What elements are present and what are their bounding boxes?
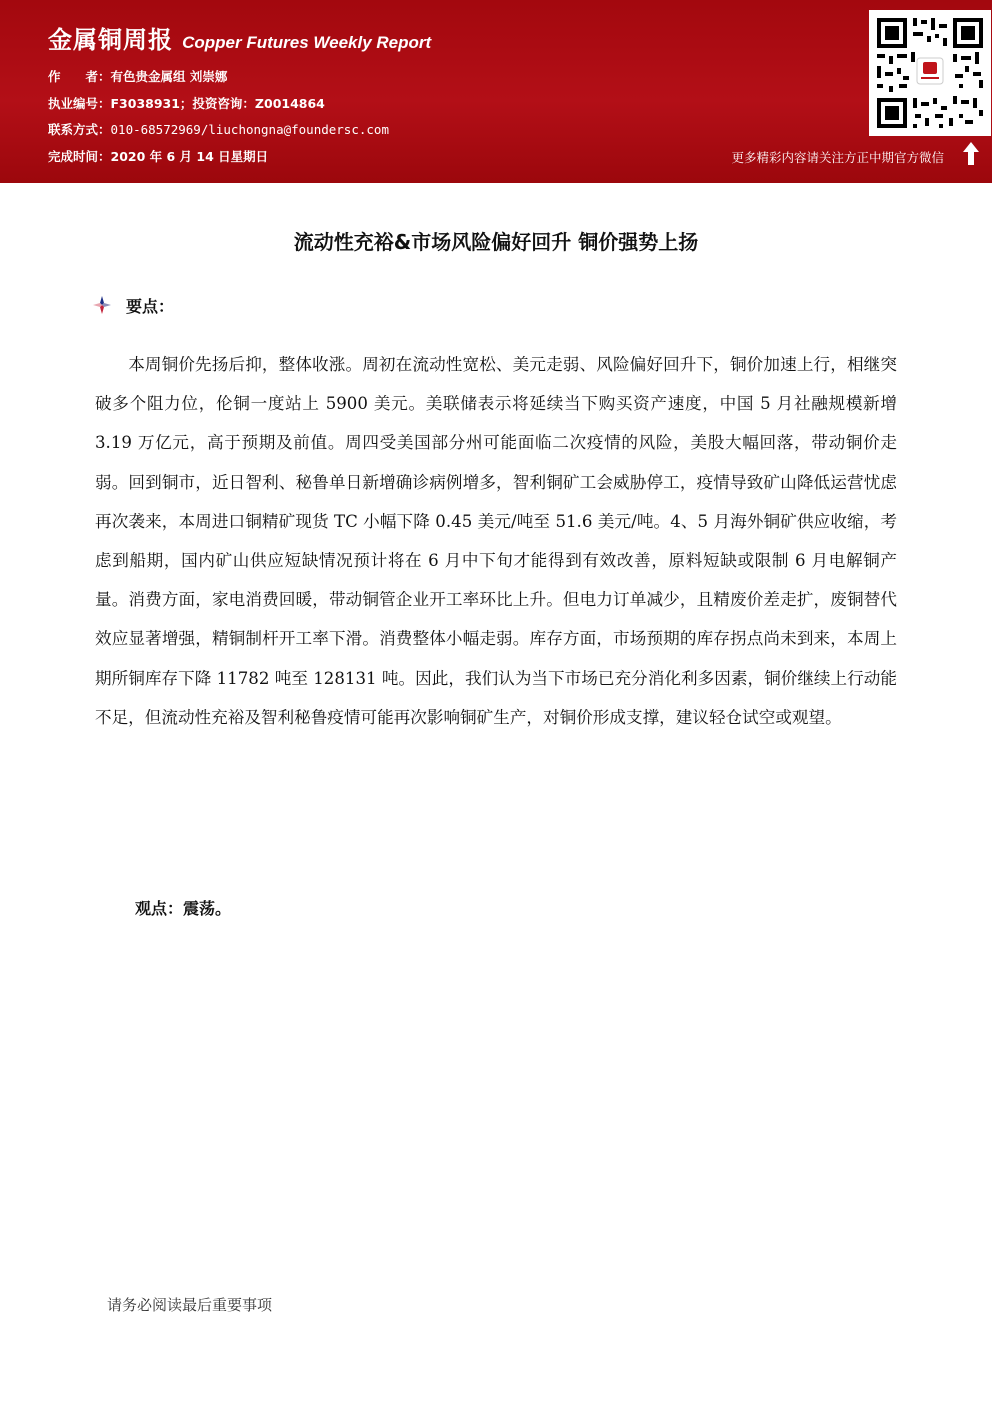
summary-paragraph: 本周铜价先扬后抑，整体收涨。周初在流动性宽松、美元走弱、风险偏好回升下，铜价加速上行，相继突破多个阻力位，伦铜一度站上 5900 美元。美联储表示将延续当下购买资产速度，中国 5 月社融规模新增 3.19 万亿元，高于预期及前值。周四受美国部分州可能面临二次疫情的风险，美股大幅回落，带动铜价走弱。回到铜市，近日智利、秘鲁单日新增确诊病例增多，智利铜矿工会威胁停工，疫情导致矿山降低运营忧虑再次袭来，本周进口铜精矿现货 TC 小幅下降 0.45 美元/吨至 51.6 美元/吨。4、5 月海外铜矿供应收缩，考虑到船期，国内矿山供应短缺情况预计将在 6 月中下旬才能得到有效改善，原料短缺或限制 6 月电解铜产量。消费方面，家电消费回暖，带动铜管企业开工率环比上升。但电力订单减少，且精废价差走扩，废铜替代效应显著增强，精铜制杆开工率下滑。消费整体小幅走弱。库存方面，市场预期的库存拐点尚未到来，本周上期所铜库存下降 11782 吨至 128131 吨。因此，我们认为当下市场已充分消化利多因素，铜价继续上行动能不足，但流动性充裕及智利秘鲁疫情可能再次影响铜矿生产，对铜价形成支撑，建议轻仓试空或观望。 bbox=[95, 355, 897, 727]
author-row bbox=[48, 64, 389, 91]
report-meta bbox=[48, 64, 389, 170]
author-value: 有色贵金属组 刘崇娜 bbox=[110, 69, 228, 84]
license-label: 执业编号： bbox=[48, 95, 111, 111]
key-points-heading bbox=[92, 292, 174, 318]
date-label: 完成时间： bbox=[48, 148, 111, 164]
author-label: 作 者： bbox=[48, 69, 111, 84]
contact-label: 联系方式： bbox=[48, 122, 111, 137]
qr-code-icon bbox=[869, 10, 991, 136]
up-arrow-icon[interactable] bbox=[960, 140, 982, 168]
date-row bbox=[48, 144, 389, 171]
report-brand bbox=[48, 20, 431, 55]
date-value: 2020 年 6 月 14 日星期日 bbox=[110, 148, 269, 164]
footer-disclaimer-note: 请务必阅读最后重要事项 bbox=[107, 1296, 273, 1314]
follow-wechat-text: 更多精彩内容请关注方正中期官方微信 bbox=[731, 150, 944, 165]
license-value: F3038931；投资咨询：Z0014864 bbox=[110, 95, 325, 111]
report-title-en: Copper Futures Weekly Report bbox=[182, 33, 432, 52]
report-title-cn: 金属铜周报 bbox=[48, 26, 173, 54]
report-headline: 流动性充裕&市场风险偏好回升 铜价强势上扬 bbox=[293, 230, 699, 254]
diamond-bullet-icon bbox=[92, 295, 112, 315]
contact-row bbox=[48, 117, 389, 144]
key-points-label: 要点： bbox=[126, 296, 175, 316]
license-row bbox=[48, 91, 389, 118]
view-conclusion: 观点：震荡。 bbox=[135, 899, 232, 918]
report-header bbox=[0, 0, 992, 183]
contact-value: 010-68572969/liuchongna@foundersc.com bbox=[110, 122, 389, 137]
